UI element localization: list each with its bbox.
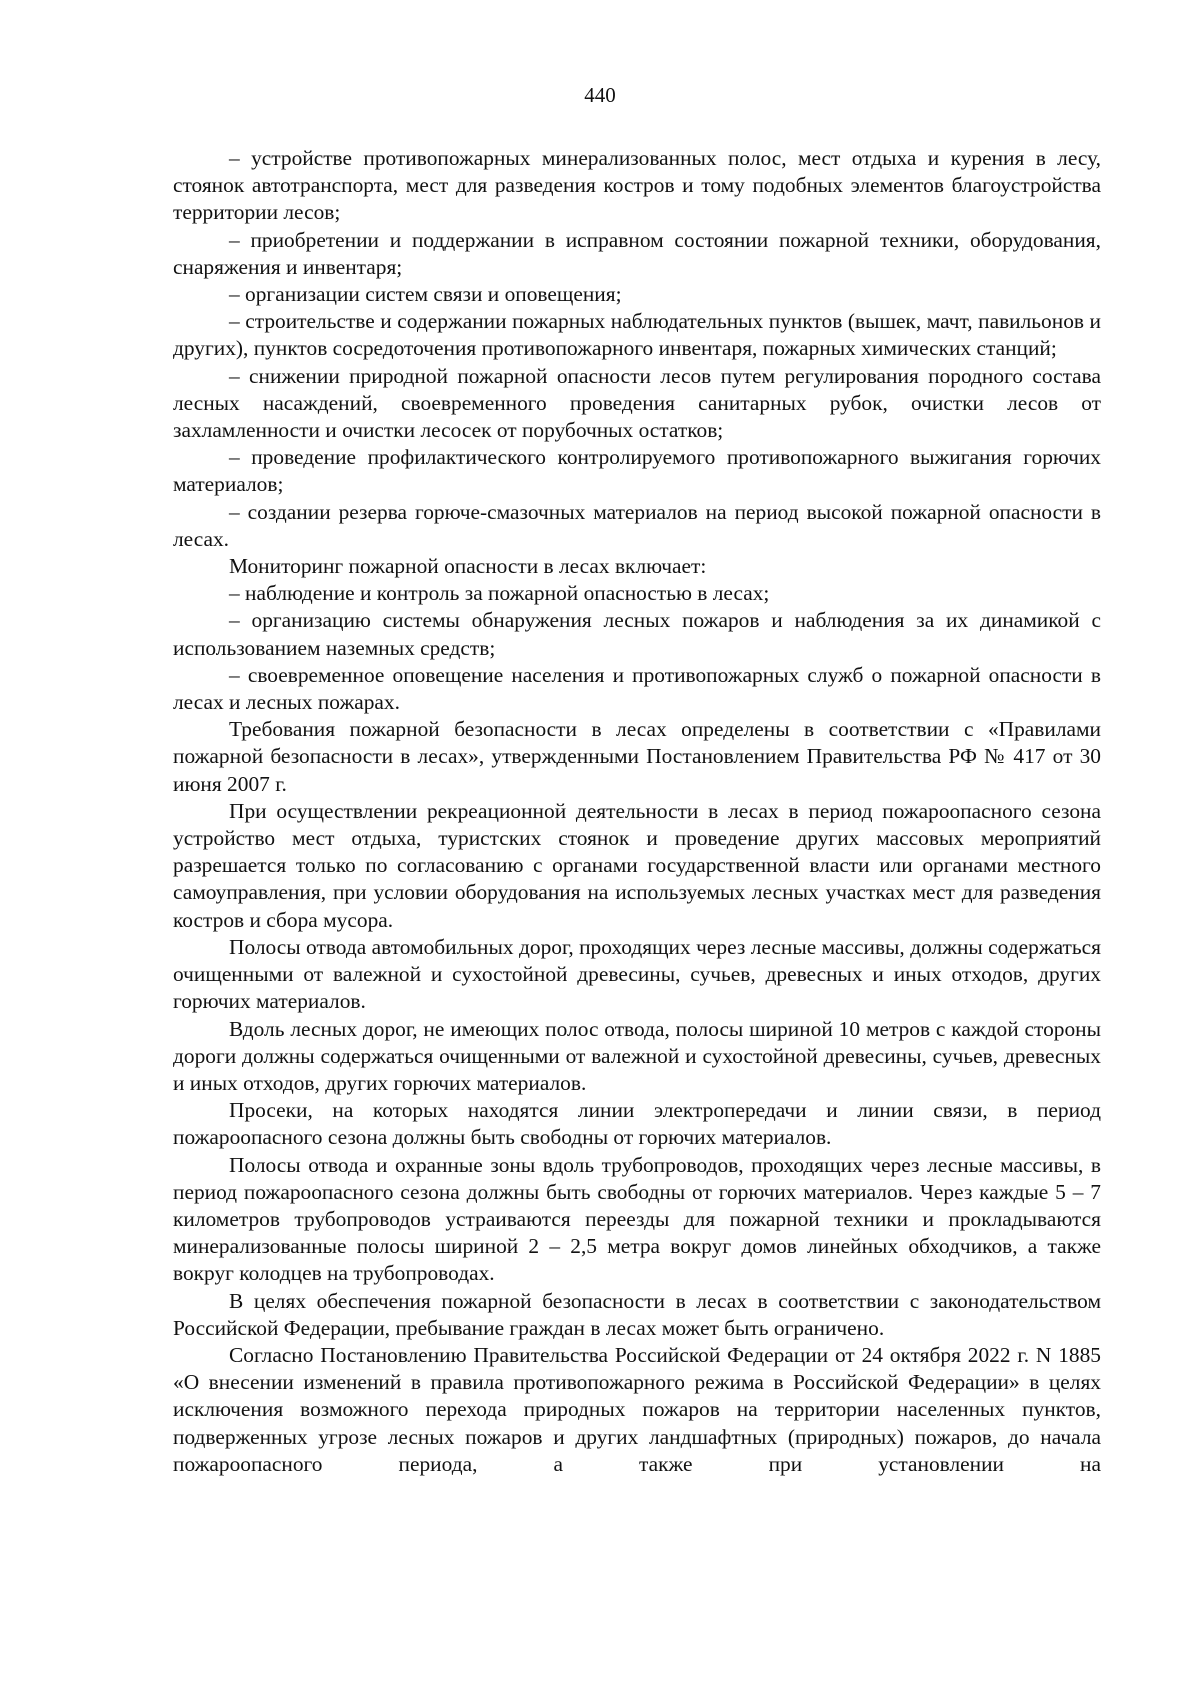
paragraph: – снижении природной пожарной опасности лесов путем регулирования породного состава лесных насаждений, своевременного проведения санитарных рубок, очистки лесов от захламленности и очистки лесосек от порубочных остатков;: [173, 363, 1101, 443]
paragraph: – приобретении и поддержании в исправном состоянии пожарной техники, оборудования, снаряжения и инвентаря;: [173, 227, 1101, 279]
paragraph: – наблюдение и контроль за пожарной опасностью в лесах;: [229, 581, 770, 606]
paragraph: – организации систем связи и оповещения;: [229, 282, 622, 307]
paragraph: – устройстве противопожарных минерализованных полос, мест отдыха и курения в лесу, стоянок автотранспорта, мест для разведения костров и тому подобных элементов благоустройства территории лесов;: [173, 146, 1101, 225]
page-number: 440: [584, 83, 616, 107]
paragraph: – организацию системы обнаружения лесных пожаров и наблюдения за их динамикой с использованием наземных средств;: [173, 608, 1101, 660]
paragraph: – проведение профилактического контролируемого противопожарного выжигания горючих материалов;: [173, 445, 1101, 497]
paragraph: Полосы отвода автомобильных дорог, проходящих через лесные массивы, должны содержаться очищенными от валежной и сухостойной древесины, сучьев, древесных и иных отходов, других горючих материалов.: [173, 934, 1101, 1014]
paragraph: – строительстве и содержании пожарных наблюдательных пунктов (вышек, мачт, павильонов и других), пунктов сосредоточения противопожарного инвентаря, пожарных химических станций;: [173, 309, 1101, 361]
paragraph: Полосы отвода и охранные зоны вдоль трубопроводов, проходящих через лесные массивы, в период пожароопасного сезона должны быть свободны от горючих материалов. Через каждые 5 – 7 километров трубопроводов устраиваются переезды для пожарной техники и прокладываются минерализованные полосы шириной 2 – 2,5 метра вокруг домов линейных обходчиков, а также вокруг колодцев на трубопроводах.: [173, 1152, 1101, 1286]
paragraph: Мониторинг пожарной опасности в лесах включает:: [229, 554, 707, 579]
paragraph: Требования пожарной безопасности в лесах определены в соответствии с «Правилами пожарной безопасности в лесах», утвержденными Постановлением Правительства РФ № 417 от 30 июня 2007 г.: [173, 717, 1101, 796]
paragraph: – своевременное оповещение населения и противопожарных служб о пожарной опасности в лесах и лесных пожарах.: [173, 662, 1101, 715]
paragraph: Согласно Постановлению Правительства Российской Федерации от 24 октября 2022 г. N 1885 «О внесении изменений в правила противопожарного режима в Российской Федерации» в целях исключения возможного перехода природных пожаров на территории населенных пунктов, подверженных угрозе лесных пожаров и других ландшафтных (природных) пожаров, до начала пожароопасного периода, а также при установлении на: [173, 1342, 1101, 1476]
paragraph: Просеки, на которых находятся линии электропередачи и линии связи, в период пожароопасного сезона должны быть свободны от горючих материалов.: [173, 1098, 1101, 1150]
body-text: [173, 145, 1101, 1478]
paragraph: – создании резерва горюче-смазочных материалов на период высокой пожарной опасности в лесах.: [173, 499, 1101, 551]
paragraph: Вдоль лесных дорог, не имеющих полос отвода, полосы шириной 10 метров с каждой стороны дороги должны содержаться очищенными от валежной и сухостойной древесины, сучьев, древесных и иных отходов, других горючих материалов.: [173, 1016, 1101, 1095]
paragraph: В целях обеспечения пожарной безопасности в лесах в соответствии с законодательством Российской Федерации, пребывание граждан в лесах может быть ограничено.: [173, 1288, 1101, 1340]
paragraph: При осуществлении рекреационной деятельности в лесах в период пожароопасного сезона устройство мест отдыха, туристских стоянок и проведение других массовых мероприятий разрешается только по согласованию с органами государственной власти или органами местного самоуправления, при условии оборудования на используемых лесных участках мест для разведения костров и сбора мусора.: [173, 798, 1101, 932]
